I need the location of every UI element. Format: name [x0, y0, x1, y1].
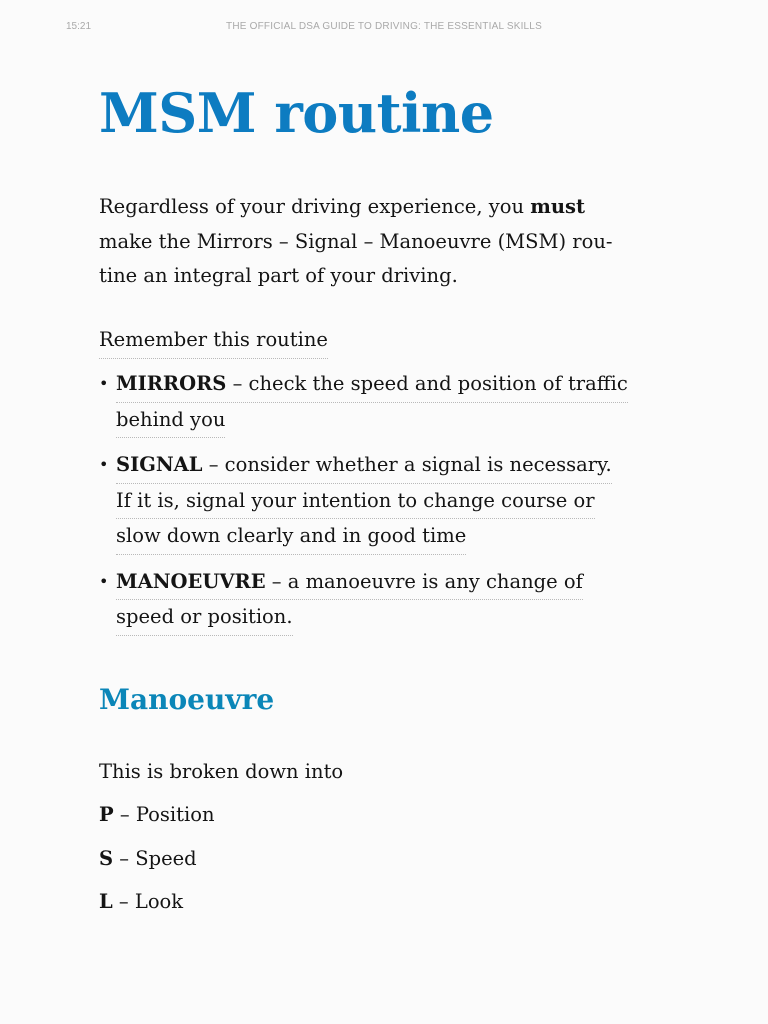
remember-label-wrap — [99, 323, 328, 359]
routine-line — [116, 448, 612, 484]
book-title: THE OFFICIAL DSA GUIDE TO DRIVING: THE ESSENTIAL SKILLS — [226, 21, 542, 32]
routine-term: SIGNAL — [116, 453, 203, 476]
routine-line — [116, 565, 583, 601]
psl-list — [99, 798, 215, 929]
routine-line — [116, 367, 628, 403]
intro-paragraph — [99, 190, 679, 294]
routine-line: speed or position. — [116, 600, 293, 636]
routine-term: MANOEUVRE — [116, 569, 266, 593]
psl-letter: P — [99, 803, 114, 826]
routine-description: – consider whether a signal is necessary. — [202, 453, 612, 476]
psl-item-look — [99, 885, 215, 919]
psl-text: – Speed — [113, 846, 197, 870]
intro-text-part1: Regardless of your driving experience, you — [99, 195, 531, 218]
intro-text-part3: tine an integral part of your driving. — [99, 264, 458, 287]
psl-letter: S — [99, 846, 114, 870]
routine-item-mirrors — [99, 367, 628, 438]
intro-text-part2: make the Mirrors – Signal – Manoeuvre (MSM) rou- — [99, 229, 613, 253]
broken-down-label: This is broken down into — [99, 760, 344, 783]
status-bar — [0, 0, 768, 40]
page-title: MSM routine — [99, 81, 494, 145]
routine-line: behind you — [116, 403, 225, 439]
bullet-icon: • — [99, 571, 109, 591]
routine-line: If it is, signal your intention to change course or — [116, 484, 595, 520]
routine-line: slow down clearly and in good time — [116, 519, 466, 555]
psl-text: – Look — [112, 890, 184, 913]
routine-item-manoeuvre — [99, 565, 628, 636]
routine-item-signal — [99, 448, 628, 555]
status-time: 15:21 — [66, 21, 92, 32]
routine-description: – check the speed and position of traffic — [226, 372, 628, 395]
bullet-icon: • — [99, 374, 109, 393]
bullet-icon: • — [99, 455, 109, 474]
psl-letter: L — [99, 890, 113, 913]
psl-text: – Position — [113, 803, 215, 826]
routine-description: – a manoeuvre is any change of — [265, 569, 583, 593]
psl-item-position — [99, 798, 215, 832]
psl-item-speed — [99, 842, 215, 876]
intro-emphasis: must — [530, 195, 586, 218]
remember-label: Remember this routine — [99, 323, 328, 359]
section-heading: Manoeuvre — [99, 683, 275, 716]
routine-list — [99, 367, 628, 646]
routine-term: MIRRORS — [116, 372, 227, 395]
